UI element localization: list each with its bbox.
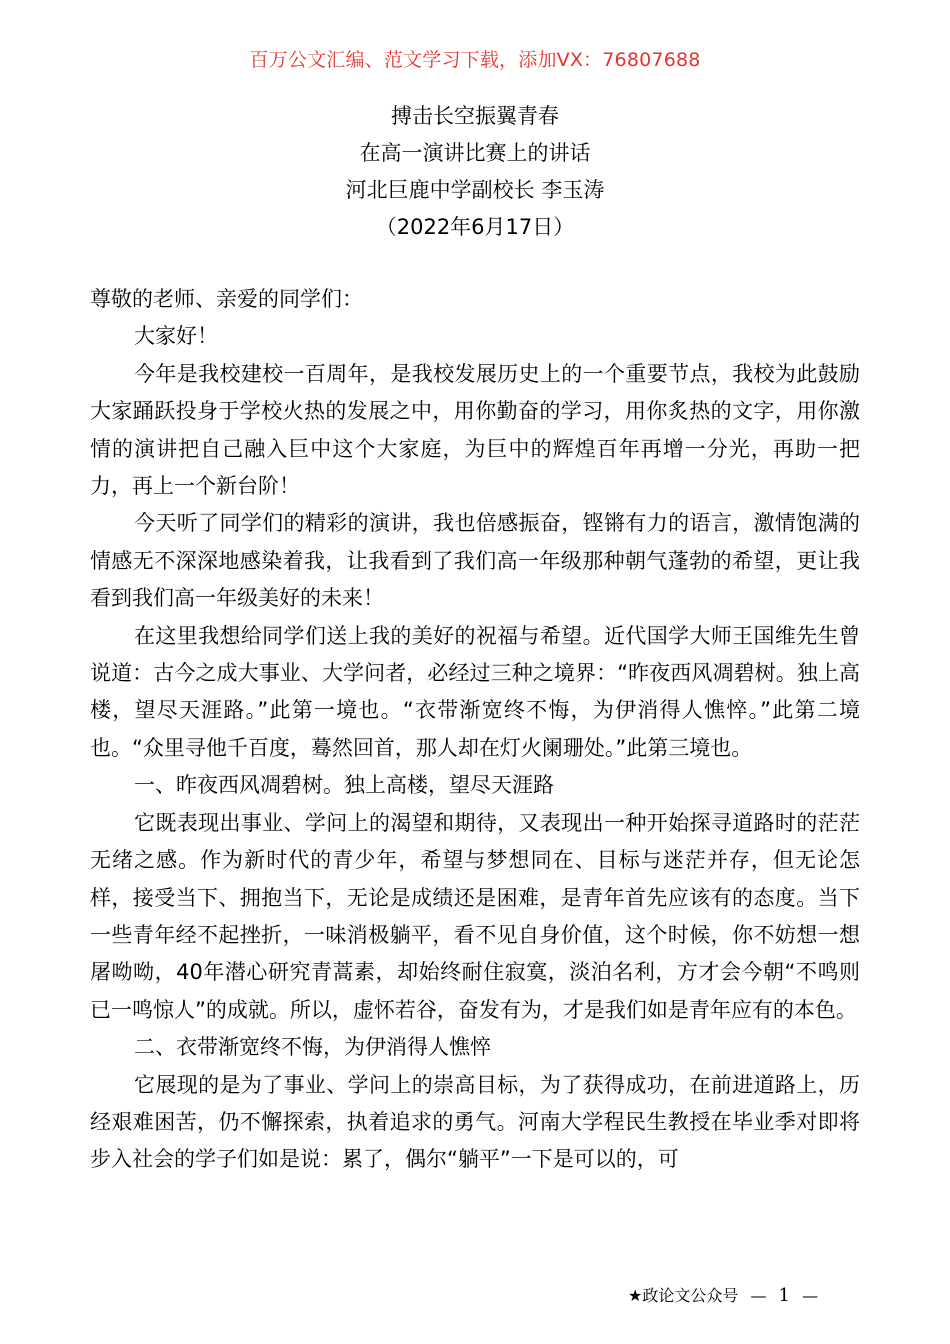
page-footer <box>628 1284 825 1308</box>
date-line: （2022年6月17日） <box>375 215 575 239</box>
salutation: 尊敬的老师、亲爱的同学们： <box>90 287 363 311</box>
section-heading: 二、衣带渐宽终不悔，为伊消得人憔悴 <box>134 1035 491 1060</box>
document-title: 搏击长空振翼青春 <box>391 104 559 128</box>
paragraph: 今天听了同学们的精彩的演讲，我也倍感振奋，铿锵有力的语言，激情饱满的情感无不深深地感染着我，让我看到了我们高一年级那种朝气蓬勃的希望，更让我看到我们高一年级美好的未来！ <box>90 511 860 611</box>
title-block <box>0 98 950 246</box>
footer-dash-right: — <box>802 1286 819 1305</box>
speech-body <box>90 281 860 1179</box>
footer-dash-left: — <box>750 1286 767 1305</box>
footer-source: ★政论文公众号 <box>628 1286 739 1305</box>
speaker-line: 河北巨鹿中学副校长 李玉涛 <box>345 178 605 202</box>
paragraph: 今年是我校建校一百周年，是我校发展历史上的一个重要节点，我校为此鼓励大家踊跃投身于学校火热的发展之中，用你勤奋的学习，用你炙热的文字，用你激情的演讲把自己融入巨中这个大家庭，为巨中的辉煌百年再增一分光，再助一把力，再上一个新台阶！ <box>90 361 860 499</box>
section-heading: 一、昨夜西风凋碧树。独上高楼，望尽天涯路 <box>134 773 554 798</box>
paragraph: 它既表现出事业、学问上的渴望和期待，又表现出一种开始探寻道路时的茫茫无绪之感。作为新时代的青少年，希望与梦想同在、目标与迷茫并存，但无论怎样，接受当下、拥抱当下，无论是成绩还是困难，是青年首先应该有的态度。当下一些青年经不起挫折，一味消极躺平，看不见自身价值，这个时候，你不妨想一想屠呦呦，40年潜心研究青蒿素，却始终耐住寂寞，淡泊名利，方才会今朝“不鸣则已一鸣惊人”的成就。所以，虚怀若谷，奋发有为，才是我们如是青年应有的本色。 <box>90 810 860 1022</box>
page-number: 1 <box>778 1285 790 1306</box>
banner-ad-text: 百万公文汇编、范文学习下载，添加VX：76807688 <box>249 49 701 71</box>
paragraph: 它展现的是为了事业、学问上的崇高目标，为了获得成功，在前进道路上，历经艰难困苦，仍不懈探索，执着追求的勇气。河南大学程民生教授在毕业季对即将步入社会的学子们如是说：累了，偶尔“躺平”一下是可以的，可 <box>90 1072 860 1172</box>
document-subtitle: 在高一演讲比赛上的讲话 <box>359 141 591 165</box>
paragraph: 大家好！ <box>134 324 218 349</box>
paragraph: 在这里我想给同学们送上我的美好的祝福与希望。近代国学大师王国维先生曾说道：古今之成大事业、大学问者，必经过三种之境界：“昨夜西风凋碧树。独上高楼，望尽天涯路。”此第一境也。“衣带渐宽终不悔，为伊消得人憔悴。”此第二境也。“众里寻他千百度，蓦然回首，那人却在灯火阑珊处。”此第三境也。 <box>90 623 860 760</box>
